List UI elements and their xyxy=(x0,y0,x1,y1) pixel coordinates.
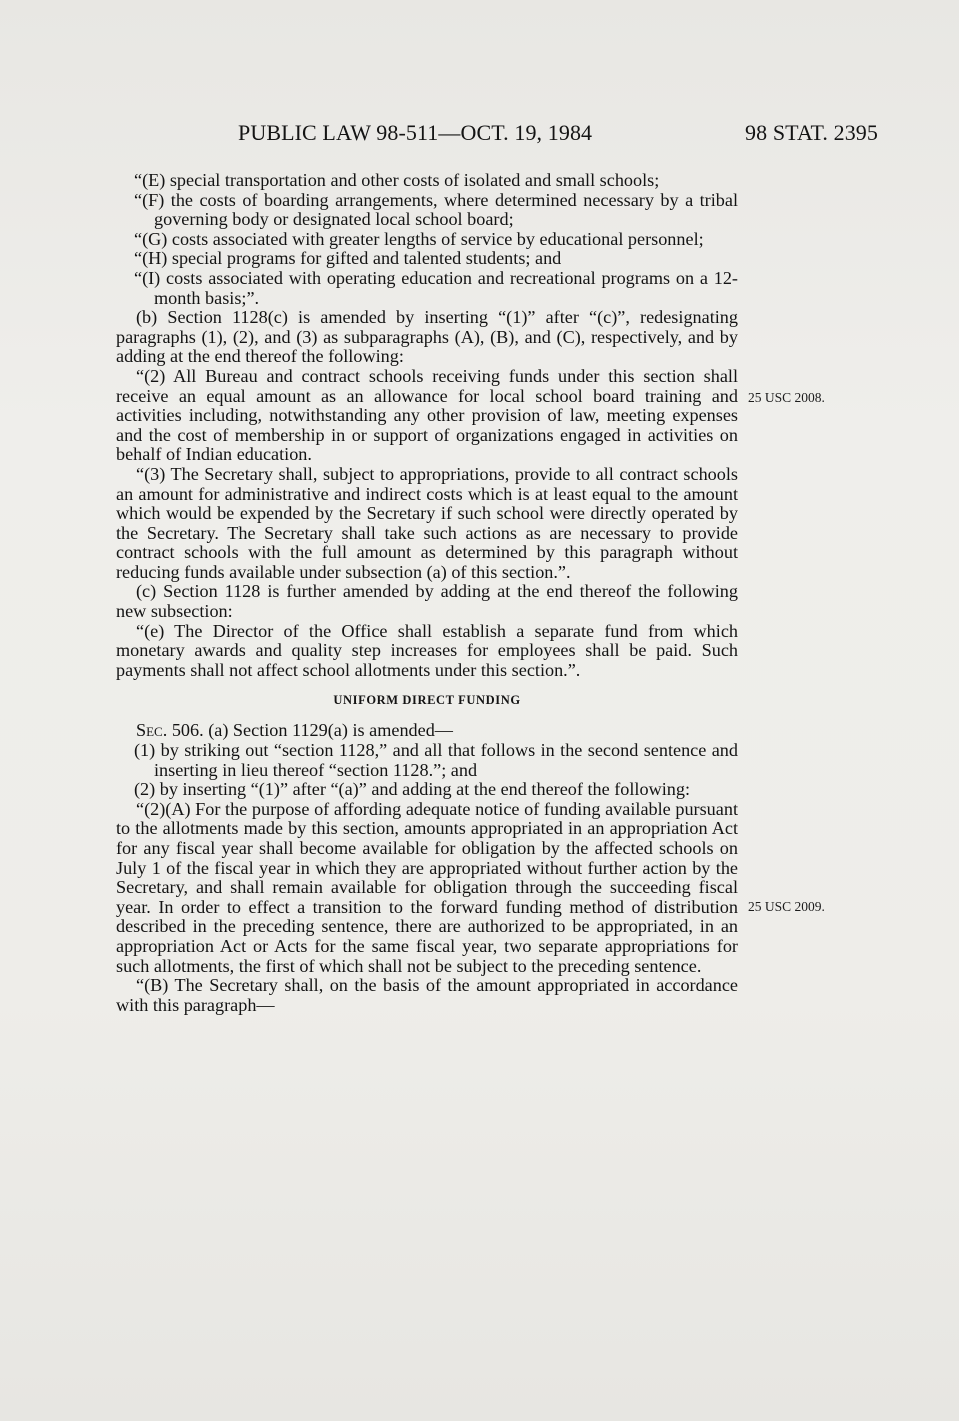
paragraph: “(e) The Director of the Office shall establish a separate fund from which monetary awards and quality step increases for employees shall be paid. Such payments shall not affect school allotments under this section.”. xyxy=(116,620,738,680)
paragraph: “(B) The Secretary shall, on the basis of the amount appropriated in accordance with this paragraph— xyxy=(116,975,738,1015)
paragraph: “(3) The Secretary shall, subject to appropriations, provide to all contract schools an amount for administrative and indirect costs which is at least equal to the amount which would be expended by the Secretary if such school were directly operated by the Secretary. The Secretary shall take such actions as are necessary to provide contract schools with the full amount as determined by this paragraph without reducing funds available under subsection (a) of this section.”. xyxy=(116,463,738,582)
paragraph: “(2) All Bureau and contract schools receiving funds under this section shall receive an equal amount as an allowance for local school board training and activities including, notwithstanding any other provision of law, meeting expenses and the cost of membership in or support of organizations engaged in activities on behalf of Indian education. xyxy=(116,365,738,465)
document-body xyxy=(116,171,738,1015)
paragraph: (c) Section 1128 is further amended by adding at the end thereof the following new subsection: xyxy=(116,581,738,622)
margin-citation: 25 USC 2009. xyxy=(748,899,825,914)
paragraph: “(E) special transportation and other costs of isolated and small schools; xyxy=(134,170,660,190)
paragraph xyxy=(116,721,738,741)
paragraph: “(G) costs associated with greater lengths of service by educational personnel; xyxy=(134,228,704,249)
section-heading: UNIFORM DIRECT FUNDING xyxy=(333,693,521,708)
paragraph: “(I) costs associated with operating education and recreational programs on a 12-month basis;”. xyxy=(134,267,738,308)
paragraph: (1) by striking out “section 1128,” and all that follows in the second sentence and inserting in lieu thereof “section 1128.”; and xyxy=(134,740,738,780)
margin-citation: 25 USC 2008. xyxy=(748,390,825,405)
paragraph: “(2)(A) For the purpose of affording adequate notice of funding available pursuant to the allotments made by this section, amounts appropriated in an appropriation Act for any fiscal year shall become available for obligation by the affected schools on July 1 of the fiscal year in which they are appropriated without further action by the Secretary, and shall remain available for obligation through the succeeding fiscal year. In order to effect a transition to the forward funding method of distribution described in the preceding sentence, there are authorized to be appropriated, in an appropriation Act or Acts for the same fiscal year, two separate appropriations for such allotments, the first of which shall not be subject to the preceding sentence. xyxy=(116,798,738,976)
running-header xyxy=(116,120,878,150)
statute-page-number: 98 STAT. 2395 xyxy=(745,120,878,145)
paragraph: “(F) the costs of boarding arrangements, where determined necessary by a tribal governing body or designated local school board; xyxy=(134,189,738,230)
paragraph: (b) Section 1128(c) is amended by inserting “(1)” after “(c)”, redesignating paragraphs (1), (2), and (3) as subparagraphs (A), (B), and (C), respectively, and by adding at the end thereof the following: xyxy=(116,307,738,367)
paragraph: (2) by inserting “(1)” after “(a)” and adding at the end thereof the following: xyxy=(134,779,691,800)
section-label: Sec. xyxy=(136,720,168,741)
header-title: PUBLIC LAW 98-511—OCT. 19, 1984 xyxy=(238,120,593,145)
paragraph: “(H) special programs for gifted and talented students; and xyxy=(134,248,562,269)
section-text: 506. (a) Section 1129(a) is amended— xyxy=(167,720,453,741)
